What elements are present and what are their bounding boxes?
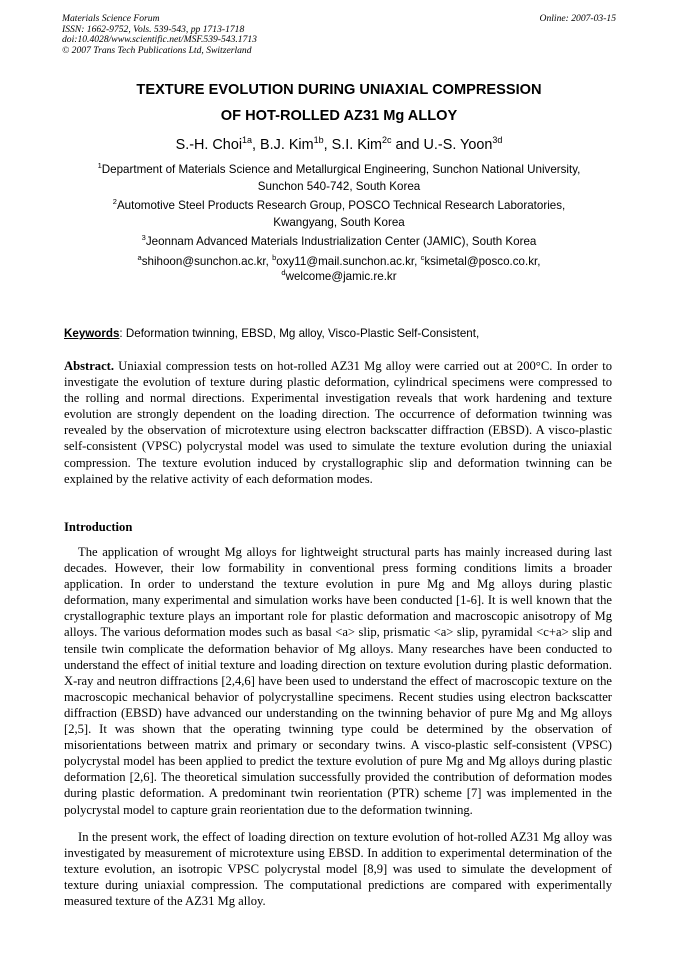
author-separator: ,: [252, 137, 261, 153]
affiliation-text: Sunchon 540-742, South Korea: [257, 179, 421, 193]
email-link[interactable]: shihoon@sunchon.ac.kr,: [141, 255, 273, 268]
affiliation-mark: 1: [97, 161, 102, 170]
affiliation-text: Kwangyang, South Korea: [273, 215, 405, 229]
author-affil-mark: 2c: [382, 135, 392, 145]
issn-line: ISSN: 1662-9752, Vols. 539-543, pp 1713-1718: [62, 23, 245, 35]
author-emails: [70, 255, 608, 284]
email-link[interactable]: welcome@jamic.re.kr: [285, 269, 397, 283]
introduction-paragraph-2: In the present work, the effect of loading direction on texture evolution of hot-rolled AZ31 Mg alloy was investigated by measurement of microtexture using EBSD. In addition to experimental determination of the texture evolution, an isotropic VPSC polycrystal model [8,9] was used to simulate the development of texture during uniaxial compression. The computational predictions are compared with experimentally measured texture of the AZ31 Mg alloy.: [64, 830, 612, 909]
journal-header: [62, 14, 616, 56]
affiliation-mark: 3: [141, 233, 146, 242]
keywords-line: [64, 327, 624, 340]
doi-line: doi:10.4028/www.scientific.net/MSF.539-543.1713: [62, 34, 257, 46]
author-separator: and: [391, 137, 424, 153]
affiliation-1: [70, 162, 608, 195]
paper-title-line-1: TEXTURE EVOLUTION DURING UNIAXIAL COMPRESSION: [136, 82, 542, 98]
author-name: S.I. Kim: [331, 137, 382, 153]
affiliation-mark: 2: [112, 197, 117, 206]
affiliation-text: Automotive Steel Products Research Group, POSCO Technical Research Laboratories,: [116, 199, 566, 212]
author-affil-mark: 3d: [492, 135, 503, 145]
email-mark: d: [281, 267, 286, 277]
keywords-colon: :: [119, 327, 123, 340]
email-mark: c: [420, 253, 425, 262]
abstract-label: Abstract.: [64, 359, 115, 373]
affiliation-3: [70, 234, 608, 251]
journal-name: Materials Science Forum: [62, 13, 160, 24]
online-date: Online: 2007-03-15: [539, 13, 616, 24]
author-list: [40, 137, 638, 153]
author-name: B.J. Kim: [260, 137, 314, 153]
affiliation-2: [70, 198, 608, 231]
abstract-text: Uniaxial compression tests on hot-rolled AZ31 Mg alloy were carried out at 200°C. In order to investigate the evolution of texture during plastic deformation, cylindrical specimens were compressed to the rolling and normal directions. Experimental investigation reveals that work hardening and texture evolution are strongly dependent on the loading direction. The occurrence of deformation twinning was revealed by the observation of microtexture using electron backscatter diffraction (EBSD). A visco-plastic self-consistent (VPSC) polycrystal model was used to simulate the texture evolution during the uniaxial compression. The texture evolution induced by crystallographic slip and deformation twinning can be explained by the relative activity of each deformation modes.: [64, 359, 612, 486]
author-affil-mark: 1a: [242, 135, 253, 145]
section-heading-introduction: Introduction: [64, 520, 133, 534]
copyright-line: © 2007 Trans Tech Publications Ltd, Switzerland: [62, 44, 252, 56]
author-separator: ,: [323, 137, 332, 153]
author-name: S.-H. Choi: [175, 137, 243, 153]
email-mark: b: [272, 253, 277, 262]
keywords-text: Deformation twinning, EBSD, Mg alloy, Visco-Plastic Self-Consistent,: [122, 327, 480, 340]
abstract: [64, 358, 612, 487]
affiliation-text: Department of Materials Science and Metallurgical Engineering, Sunchon National University,: [101, 163, 581, 176]
email-link[interactable]: oxy11@mail.sunchon.ac.kr,: [276, 255, 421, 268]
email-link[interactable]: ksimetal@posco.co.kr,: [424, 255, 541, 268]
email-mark: a: [137, 253, 142, 262]
paper-title-line-2: OF HOT-ROLLED AZ31 Mg ALLOY: [220, 108, 458, 124]
affiliation-text: Jeonnam Advanced Materials Industrialization Center (JAMIC), South Korea: [145, 235, 537, 248]
introduction-paragraph-1: The application of wrought Mg alloys for lightweight structural parts has mainly increased during last decades. However, their low formability in conventional press forming conditions limits a broader application. In order to understand the texture evolution in pure Mg and Mg alloys during plastic deformation, many experimental and simulation works have been conducted [1-6]. It is well known that the crystallographic texture plays an important role for plastic deformation and macroscopic anisotropy of Mg alloys. The various deformation modes such as basal <a> slip, prismatic <a> slip, pyramidal <c+a> slip and tensile twin complicate the deformation behavior of Mg alloys. Many researches have been conducted to understand the effect of initial texture and loading direction on texture evolution during plastic deformation. X-ray and neutron diffractions [2,4,6] have been used to understand the effect of macroscopic texture on the macroscopic mechanical behavior of polycrystalline specimens. Recent studies using electron backscatter diffraction (EBSD) have advanced our understanding on the twinning behavior of pure Mg and Mg alloys [2,5]. It was shown that the operating twinning type could be determined by the observation of misorientations between matrix and primary or secondary twins. A visco-plastic self-consistent (VPSC) polycrystal model has been applied to predict the texture evolution of pure Mg and Mg alloys during plastic deformation [2,6]. The theoretical simulation successfully provided the contribution of deformation modes during plastic deformation. A predominant twin reorientation (PTR) scheme [7] was implemented in the polycrystal model to capture grain reorientation due to the deformation twinning.: [64, 545, 612, 817]
keywords-label: Keywords: [64, 327, 120, 340]
author-name: U.-S. Yoon: [423, 137, 493, 153]
author-affil-mark: 1b: [313, 135, 324, 145]
